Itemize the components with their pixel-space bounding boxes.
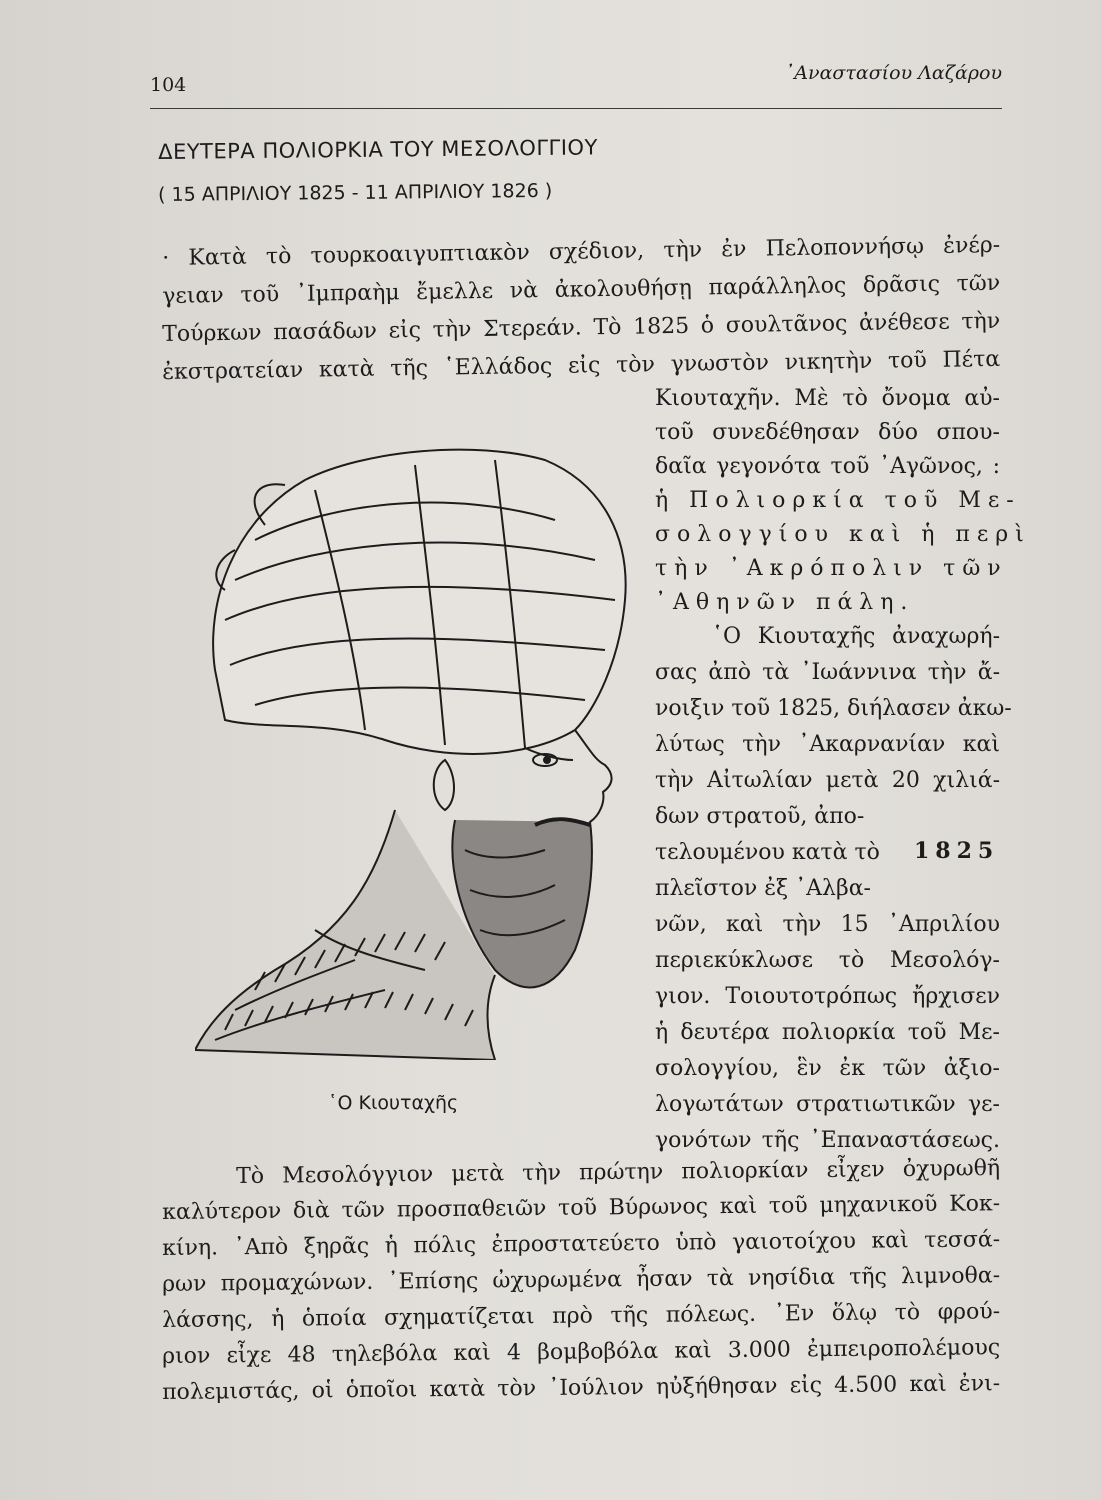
text-line: ριον εἶχε 48 τηλεβόλα καὶ 4 βομβοβόλα καὶ 3.000 ἐμπειροπολέμους [162,1335,1001,1369]
text-line: Τὸ Μεσολόγγιον μετὰ τὴν πρώτην πολιορκίαν εἶχεν ὀχυρωθῆ [236,1155,1001,1189]
section-subtitle: ( 15 ΑΠΡΙΛΙΟΥ 1825 - 11 ΑΠΡΙΛΙΟΥ 1826 ) [158,179,553,206]
page-header [150,60,1002,109]
column-line: λύτως τὴν ᾿Ακαρνανίαν καὶ [655,732,1000,757]
column-line: περιεκύκλωσε τὸ Μεσολόγ- [655,948,1000,973]
column-line: νῶν, καὶ τὴν 15 ᾿Απριλίου [655,912,1000,937]
column-line: τελουμένου κατὰ τὸ [655,840,880,865]
text-line: · Κατὰ τὸ τουρκοαιγυπτιακὸν σχέδιον, τὴν ἐν Πελοποννήσῳ ἐνέρ- [162,232,1001,271]
column-line: Κιουταχῆν. Μὲ τὸ ὄνομα αὐ- [655,386,1000,411]
text-line: λάσσης, ἡ ὁποία σχηματίζεται πρὸ τῆς πόλεως. ᾿Εν ὅλῳ τὸ φρού- [162,1299,1001,1333]
column-line: λογωτάτων στρατιωτικῶν γε- [655,1092,1000,1117]
text-line: πολεμιστάς, οἱ ὁποῖοι κατὰ τὸν ᾿Ιούλιον ηὐξήθησαν εἰς 4.500 καὶ ἐνι- [162,1371,1001,1405]
column-line: τοῦ συνεδέθησαν δύο σπου- [655,420,1000,445]
section-title: ΔΕΥΤΕΡΑ ΠΟΛΙΟΡΚΙΑ ΤΟΥ ΜΕΣΟΛΟΓΓΙΟΥ [158,135,598,164]
text-line: κίνη. ᾿Απὸ ξηρᾶς ἡ πόλις ἐπροστατεύετο ὑπὸ γαιοτοίχου καὶ τεσσά- [162,1227,1001,1261]
column-line: δαῖα γεγονότα τοῦ ᾿Αγῶνος, : [655,454,1000,479]
column-line: σας ἀπὸ τὰ ᾿Ιωάννινα τὴν ἄ- [655,660,1000,685]
column-line: πλεῖστον ἐξ ᾿Αλβα- [655,876,871,901]
column-line: γιον. Τοιουτοτρόπως ἤρχισεν [655,984,1000,1009]
column-line: τὴν ᾿Ακρόπολιν τῶν [655,556,1008,581]
portrait-illustration [195,430,645,1060]
text-line: Τούρκων πασάδων εἰς τὴν Στερεάν. Τὸ 1825 ὁ σουλτᾶνος ἀνέθεσε τὴν [162,308,1001,347]
column-line: νοιξιν τοῦ 1825, διήλασεν ἀκω- [655,696,1012,721]
page-number: 104 [150,74,187,96]
column-line: δων στρατοῦ, ἀπο- [655,804,865,829]
margin-year: 1825 [914,838,1000,864]
column-line: γονότων τῆς ᾿Επαναστάσεως. [655,1128,1000,1153]
figure-caption: ῾Ο Κιουταχῆς [328,1092,459,1114]
running-head: ᾿Αναστασίου Λαζάρου [784,62,1002,84]
column-line: τὴν Αἰτωλίαν μετὰ 20 χιλιά- [655,768,1000,793]
text-line: ρων προμαχώνων. ᾿Επίσης ὠχυρωμένα ἦσαν τὰ νησίδια τῆς λιμνοθα- [162,1263,1001,1297]
text-line: γειαν τοῦ ᾿Ιμπραὴμ ἔμελλε νὰ ἀκολουθήσῃ παράλληλος δρᾶσις τῶν [162,270,1001,309]
column-line: ᾿Αθηνῶν πάλη. [655,590,915,615]
column-line: ἡ Πολιορκία τοῦ Με- [655,488,1021,513]
column-line: ἡ δευτέρα πολιορκία τοῦ Με- [655,1020,1000,1045]
text-line: καλύτερον διὰ τῶν προσπαθειῶν τοῦ Βύρωνος καὶ τοῦ μηχανικοῦ Κοκ- [162,1191,1001,1225]
column-line: σολογγίου, ἓν ἐκ τῶν ἀξιο- [655,1056,1000,1081]
column-line: ῾Ο Κιουταχῆς ἀναχωρή- [712,624,1000,649]
text-line: ἐκστρατείαν κατὰ τῆς ῾Ελλάδος εἰς τὸν γνωστὸν νικητὴν τοῦ Πέτα [162,346,1001,385]
column-line: σολογγίου καὶ ἡ περὶ [655,522,1031,547]
